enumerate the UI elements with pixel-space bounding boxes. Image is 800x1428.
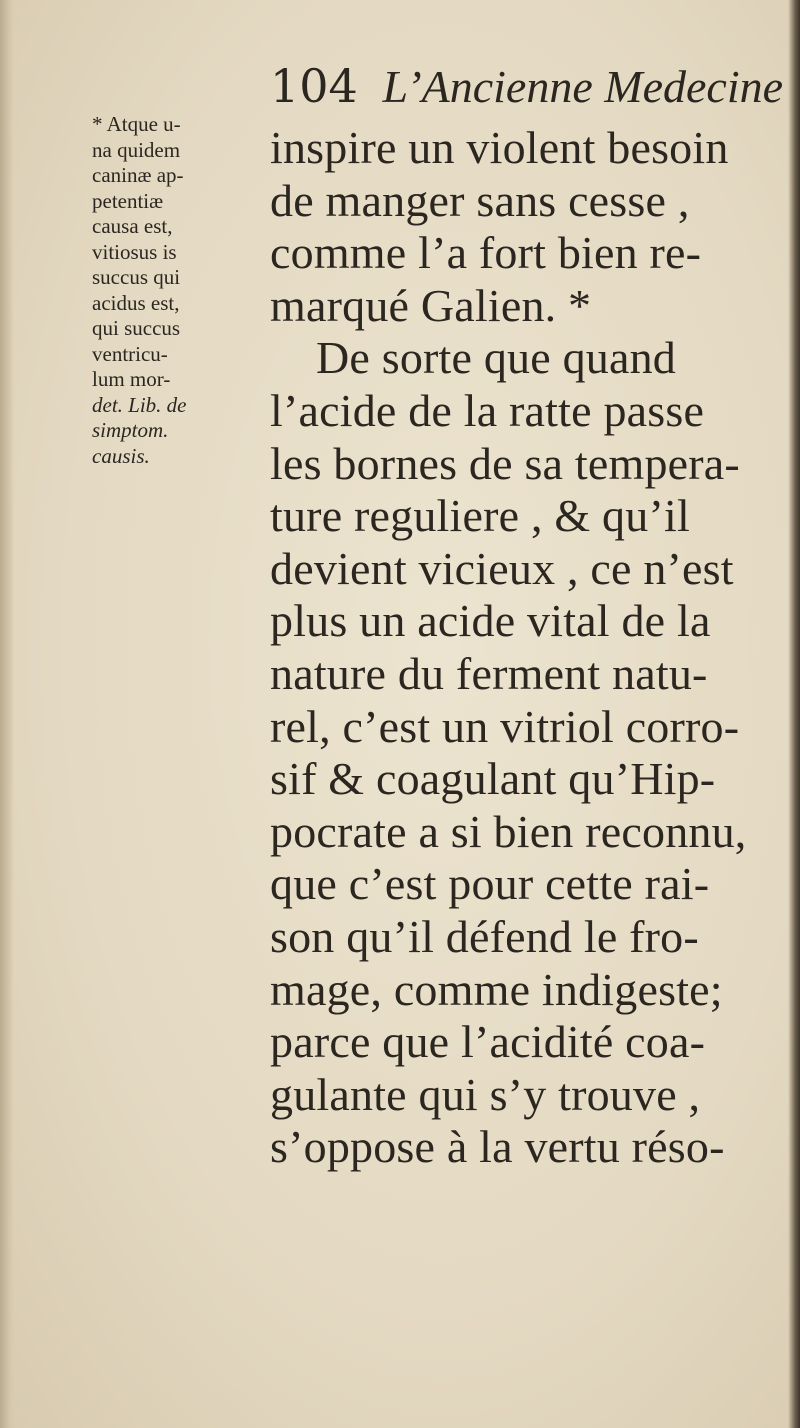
margin-note-line: petentiæ (92, 188, 164, 213)
margin-note-line: lum mor- (92, 367, 171, 391)
margin-note-line: na quidem (92, 137, 181, 162)
text-line: mage, comme indigeste; (270, 963, 723, 1015)
text-line: ture reguliere , & qu’il (270, 490, 690, 542)
page-binding-shadow (0, 0, 14, 1428)
margin-note-line: vitiosus is (92, 239, 177, 264)
margin-note-line: * Atque u- (92, 112, 181, 136)
text-line: marqué Galien. * (270, 279, 592, 331)
margin-note-line: qui succus (92, 316, 181, 340)
margin-note-line: causa est, (92, 214, 173, 238)
text-line: rel, c’est un vitriol corro- (270, 700, 740, 752)
running-header (270, 58, 785, 115)
text-line: De sorte que quand (316, 332, 676, 384)
text-line: gulante qui s’y trouve , (270, 1068, 701, 1120)
text-line: s’oppose à la vertu réso- (270, 1121, 725, 1173)
text-line: son qu’il défend le fro- (270, 910, 699, 962)
text-line: l’acide de la ratte passe (270, 384, 705, 436)
margin-note (92, 112, 262, 469)
margin-note-line: simptom. (92, 418, 169, 442)
margin-note-line: ventricu- (92, 341, 168, 366)
text-line: de manger sans cesse , (270, 174, 690, 226)
margin-note-line: caninæ ap- (92, 163, 184, 187)
text-line: sif & coagulant qu’Hip- (270, 753, 716, 805)
text-line: parce que l’acidité coa- (270, 1016, 706, 1068)
margin-note-line: acidus est, (92, 290, 180, 315)
text-line: comme l’a fort bien re- (270, 227, 702, 279)
running-title: L’Ancienne Medecine (382, 61, 784, 112)
text-line: les bornes de sa tempera- (270, 437, 740, 489)
text-line: devient vicieux , ce n’est (270, 542, 734, 594)
text-line: inspire un violent besoin (270, 122, 729, 173)
text-line: pocrate a si bien reconnu, (270, 805, 747, 857)
margin-note-line: det. Lib. de (92, 392, 187, 417)
text-line: plus un acide vital de la (270, 595, 711, 647)
text-line: que c’est pour cette rai- (270, 858, 710, 910)
text-line: nature du ferment natu- (270, 647, 708, 699)
body-text (270, 122, 790, 1174)
margin-note-line: succus qui (92, 265, 181, 289)
page-number: 104 (270, 59, 358, 113)
margin-note-line: causis. (92, 443, 150, 468)
